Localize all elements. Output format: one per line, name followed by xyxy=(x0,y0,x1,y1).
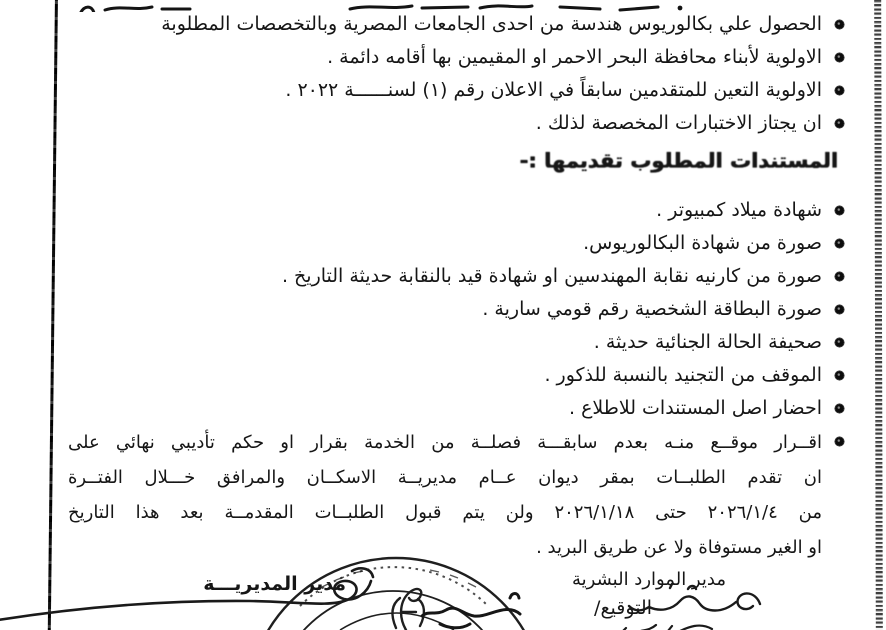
bullet-dot-icon xyxy=(835,272,844,281)
bullet-dot-icon xyxy=(835,206,844,215)
closing-lines xyxy=(68,425,822,565)
closing-statement xyxy=(68,425,844,565)
closing-line: ان تقدم الطلبــات بمقر ديوان عــام مديريــة الاسكــان والمرافق خـــلال الفتــرة xyxy=(68,467,822,488)
list-item xyxy=(68,293,844,325)
list-item xyxy=(68,260,844,292)
hr-manager-title: مدير الموارد البشرية xyxy=(572,569,726,590)
list-item xyxy=(68,74,844,107)
scan-edge-left-line xyxy=(48,0,58,630)
stamp-handwriting xyxy=(422,594,520,628)
list-item xyxy=(68,41,844,74)
bullet-dot-icon xyxy=(835,338,844,347)
document-text: الموقف من التجنيد بالنسبة للذكور . xyxy=(544,364,822,386)
closing-line: اقــرار موقــع منـه بعدم سابقـــة فصلــة من الخدمة بقرار او حكم تأديبي نهائي على xyxy=(68,432,822,453)
bullet-dot-icon xyxy=(835,305,844,314)
scan-edge-right-binding xyxy=(874,0,883,630)
list-item xyxy=(68,425,844,565)
bullet-dot-icon xyxy=(835,20,844,29)
document-text: صورة البطاقة الشخصية رقم قومي سارية . xyxy=(482,298,822,320)
bullet-dot-icon xyxy=(835,53,844,62)
list-item xyxy=(68,227,844,259)
bullet-dot-icon xyxy=(835,239,844,248)
closing-line: من ٢٠٢٦/١/٤ حتى ٢٠٢٦/١/١٨ ولن يتم قبول الطلبــات المقدمــة بعد هذا التاريخ xyxy=(68,502,822,523)
condition-text: ان يجتاز الاختبارات المخصصة لذلك . xyxy=(535,112,822,134)
eagle-emblem-icon xyxy=(393,589,424,630)
document-body xyxy=(68,8,844,565)
bullet-dot-icon xyxy=(835,119,844,128)
document-text: صحيفة الحالة الجنائية حديثة . xyxy=(593,331,822,353)
documents-list xyxy=(68,194,844,424)
bullet-dot-icon xyxy=(835,437,844,446)
list-item xyxy=(68,359,844,391)
document-text: احضار اصل المستندات للاطلاع . xyxy=(569,397,822,419)
bullet-dot-icon xyxy=(835,371,844,380)
conditions-list xyxy=(68,8,844,140)
required-documents-heading: المستندات المطلوب تقديمها :- xyxy=(519,149,838,173)
directorate-manager-title: مدير المديريـــة xyxy=(203,573,346,595)
condition-text: الاولوية التعين للمتقدمين سابقاً في الاعلان رقم (١) لسنــــــة ٢٠٢٢ . xyxy=(285,79,822,101)
document-text: صورة من شهادة البكالوريوس. xyxy=(583,232,822,254)
condition-text: الاولوية لأبناء محافظة البحر الاحمر او المقيمين بها أقامه دائمة . xyxy=(327,46,822,68)
closing-line: او الغير مستوفاة ولا عن طريق البريد . xyxy=(536,537,822,558)
date-scribble xyxy=(618,625,712,630)
list-item xyxy=(68,107,844,140)
list-item xyxy=(68,8,844,41)
condition-text: الحصول علي بكالوريوس هندسة من احدى الجامعات المصرية وبالتخصصات المطلوبة xyxy=(161,13,822,35)
bullet-dot-icon xyxy=(835,404,844,413)
signature-label: التوقيع/ xyxy=(594,597,652,619)
list-item xyxy=(68,326,844,358)
list-item xyxy=(68,194,844,226)
bullet-dot-icon xyxy=(835,86,844,95)
document-text: شهادة ميلاد كمبيوتر . xyxy=(656,199,822,221)
list-item xyxy=(68,392,844,424)
document-text: صورة من كارنيه نقابة المهندسين او شهادة قيد بالنقابة حديثة التاريخ . xyxy=(281,265,822,287)
